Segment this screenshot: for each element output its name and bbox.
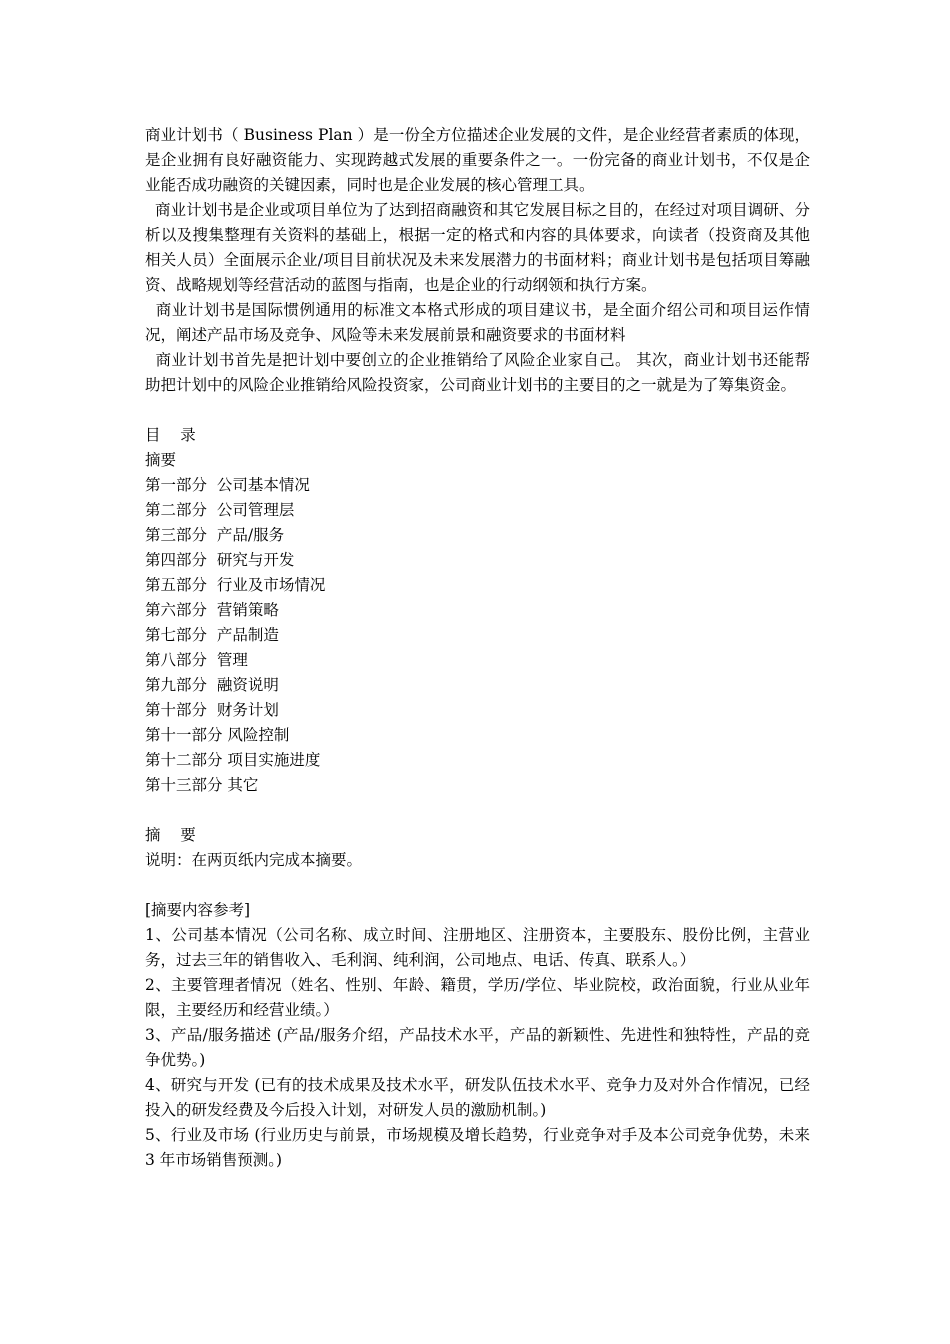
intro-paragraph: 商业计划书（ Business Plan ）是一份全方位描述企业发展的文件，是企业经营者素质的体现，是企业拥有良好融资能力、实现跨越式发展的重要条件之一。一份完备的商业计划书，不仅是企业能否成功融资的关键因素，同时也是企业发展的核心管理工具。 xyxy=(145,126,810,194)
summary-note: 说明：在两页纸内完成本摘要。 xyxy=(145,851,363,869)
toc-item: 第四部分 研究与开发 xyxy=(145,551,295,569)
spacer xyxy=(145,398,810,423)
toc-heading: 目 录 xyxy=(145,426,196,444)
intro-paragraph: 商业计划书首先是把计划中要创立的企业推销给了风险企业家自己。 其次，商业计划书还能帮助把计划中的风险企业推销给风险投资家，公司商业计划书的主要目的之一就是为了筹集资金。 xyxy=(145,351,810,394)
summary-item: 2、主要管理者情况（姓名、性别、年龄、籍贯，学历/学位、毕业院校，政治面貌，行业从业年限，主要经历和经营业绩。） xyxy=(145,976,810,1019)
toc-item: 第十三部分 其它 xyxy=(145,776,259,794)
toc-item: 第六部分 营销策略 xyxy=(145,601,279,619)
toc-item: 第五部分 行业及市场情况 xyxy=(145,576,326,594)
toc-item: 第一部分 公司基本情况 xyxy=(145,476,310,494)
summary-heading: 摘 要 xyxy=(145,826,196,844)
summary-item: 5、行业及市场 (行业历史与前景，市场规模及增长趋势，行业竞争对手及本公司竞争优势，未来 3 年市场销售预测。) xyxy=(145,1126,815,1169)
toc-item: 摘要 xyxy=(145,451,177,469)
toc-item: 第十部分 财务计划 xyxy=(145,701,279,719)
toc-item: 第二部分 公司管理层 xyxy=(145,501,295,519)
toc-item: 第九部分 融资说明 xyxy=(145,676,279,694)
summary-item: 3、产品/服务描述 (产品/服务介绍，产品技术水平，产品的新颖性、先进性和独特性，产品的竞争优势。) xyxy=(145,1026,810,1069)
toc-item: 第七部分 产品制造 xyxy=(145,626,279,644)
toc-item: 第十二部分 项目实施进度 xyxy=(145,751,321,769)
document-page xyxy=(145,123,815,1173)
spacer xyxy=(145,873,810,898)
summary-reference-heading: [摘要内容参考] xyxy=(145,901,251,919)
intro-paragraph: 商业计划书是企业或项目单位为了达到招商融资和其它发展目标之目的，在经过对项目调研、分析以及搜集整理有关资料的基础上，根据一定的格式和内容的具体要求，向读者（投资商及其他相关人员）全面展示企业/项目目前状况及未来发展潜力的书面材料；商业计划书是包括项目筹融资、战略规划等经营活动的蓝图与指南，也是企业的行动纲领和执行方案。 xyxy=(145,201,810,294)
toc-item: 第三部分 产品/服务 xyxy=(145,526,285,544)
summary-item: 1、公司基本情况（公司名称、成立时间、注册地区、注册资本，主要股东、股份比例，主营业务，过去三年的销售收入、毛利润、纯利润，公司地点、电话、传真、联系人。） xyxy=(145,926,810,969)
toc-item: 第十一部分 风险控制 xyxy=(145,726,290,744)
intro-paragraph: 商业计划书是国际惯例通用的标准文本格式形成的项目建议书，是全面介绍公司和项目运作情况，阐述产品市场及竞争、风险等未来发展前景和融资要求的书面材料 xyxy=(145,301,810,344)
toc-item: 第八部分 管理 xyxy=(145,651,248,669)
spacer xyxy=(145,798,810,823)
summary-item: 4、研究与开发 (已有的技术成果及技术水平，研发队伍技术水平、竞争力及对外合作情况，已经投入的研发经费及今后投入计划，对研发人员的激励机制。) xyxy=(145,1076,810,1119)
